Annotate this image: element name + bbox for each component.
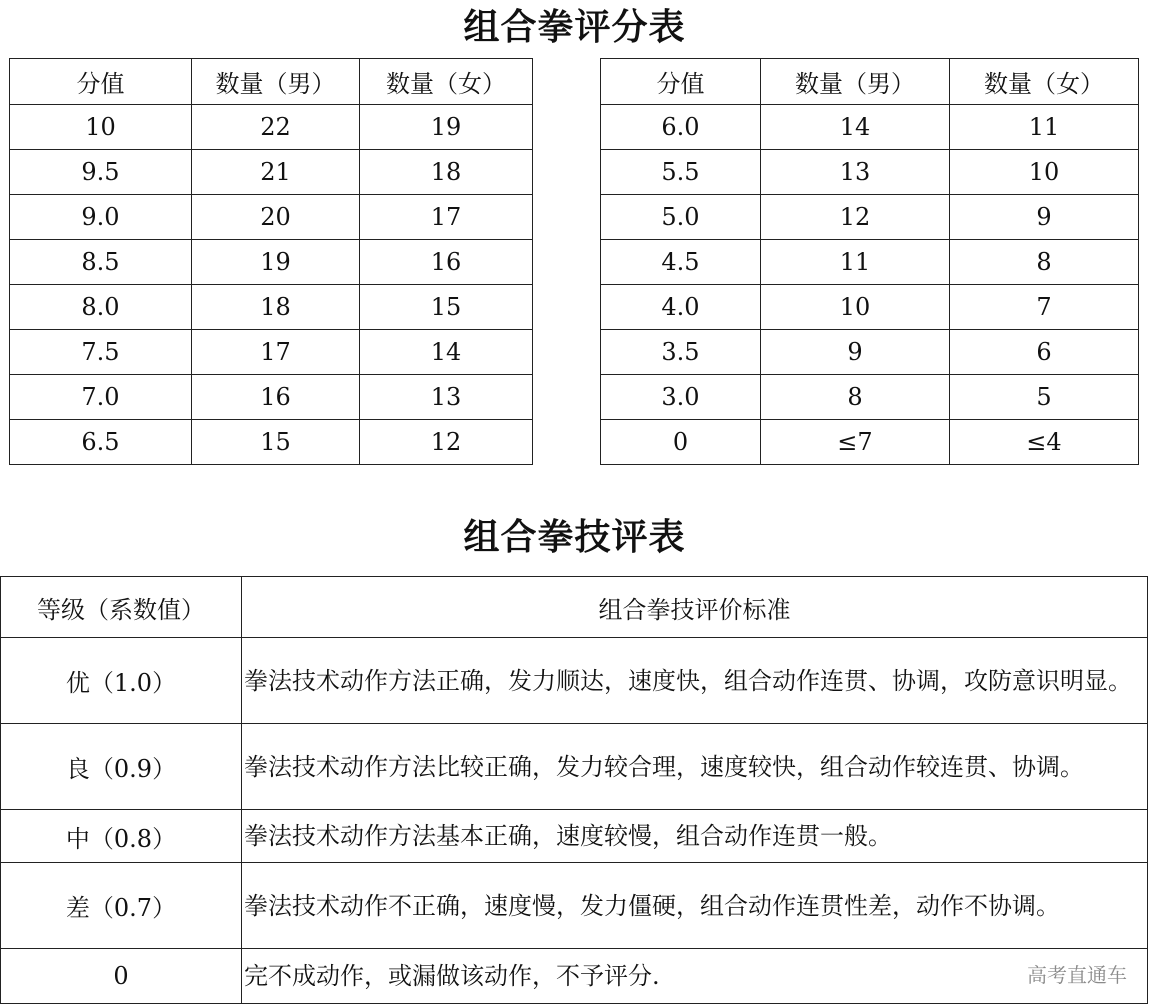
- skill-table: [0, 576, 1148, 1004]
- header-count-male: 数量（男）: [192, 59, 360, 105]
- female-count-cell: 5: [950, 375, 1139, 420]
- score-cell: 3.5: [601, 330, 761, 375]
- table-row: [601, 285, 1139, 330]
- table-row: [1, 863, 1148, 949]
- score-cell: 8.5: [10, 240, 192, 285]
- female-count-cell: 19: [360, 105, 533, 150]
- male-count-cell: 18: [192, 285, 360, 330]
- header-criteria: 组合拳技评价标准: [242, 577, 1148, 638]
- header-grade: 等级（系数值）: [1, 577, 242, 638]
- criteria-cell: 拳法技术动作方法基本正确，速度较慢，组合动作连贯一般。: [242, 810, 1148, 863]
- table-row: [601, 195, 1139, 240]
- female-count-cell: 7: [950, 285, 1139, 330]
- score-cell: 5.5: [601, 150, 761, 195]
- score-header-row: [10, 59, 533, 105]
- male-count-cell: 8: [761, 375, 950, 420]
- header-count-male: 数量（男）: [761, 59, 950, 105]
- skill-table-title: 组合拳技评表: [463, 517, 686, 558]
- table-row: [1, 810, 1148, 863]
- criteria-text: 完不成动作，或漏做该动作，不予评分.: [244, 962, 660, 990]
- male-count-cell: 9: [761, 330, 950, 375]
- male-count-cell: 11: [761, 240, 950, 285]
- table-row: [601, 105, 1139, 150]
- score-table-title: 组合拳评分表: [463, 7, 686, 48]
- score-cell: 5.0: [601, 195, 761, 240]
- score-cell: 6.0: [601, 105, 761, 150]
- male-count-cell: 19: [192, 240, 360, 285]
- table-row: [1, 949, 1148, 1004]
- score-cell: 4.5: [601, 240, 761, 285]
- skill-header-row: [1, 577, 1148, 638]
- table-row: [601, 150, 1139, 195]
- score-cell: 7.5: [10, 330, 192, 375]
- table-row: [10, 240, 533, 285]
- score-cell: 6.5: [10, 420, 192, 465]
- grade-cell: 0: [1, 949, 242, 1004]
- table-row: [601, 240, 1139, 285]
- table-row: [10, 420, 533, 465]
- male-count-cell: 13: [761, 150, 950, 195]
- header-score: 分值: [10, 59, 192, 105]
- table-row: [10, 375, 533, 420]
- grade-cell: 中（0.8）: [1, 810, 242, 863]
- table-row: [10, 330, 533, 375]
- score-header-row: [601, 59, 1139, 105]
- female-count-cell: 10: [950, 150, 1139, 195]
- table-row: [10, 105, 533, 150]
- criteria-cell: 拳法技术动作不正确，速度慢，发力僵硬，组合动作连贯性差，动作不协调。: [242, 863, 1148, 949]
- grade-cell: 良（0.9）: [1, 724, 242, 810]
- male-count-cell: 22: [192, 105, 360, 150]
- female-count-cell: 15: [360, 285, 533, 330]
- male-count-cell: ≤7: [761, 420, 950, 465]
- female-count-cell: 14: [360, 330, 533, 375]
- table-row: [601, 330, 1139, 375]
- grade-cell: 差（0.7）: [1, 863, 242, 949]
- criteria-cell: [242, 949, 1148, 1004]
- female-count-cell: 17: [360, 195, 533, 240]
- criteria-cell: 拳法技术动作方法正确，发力顺达，速度快，组合动作连贯、协调，攻防意识明显。: [242, 638, 1148, 724]
- male-count-cell: 15: [192, 420, 360, 465]
- score-cell: 10: [10, 105, 192, 150]
- score-cell: 8.0: [10, 285, 192, 330]
- male-count-cell: 14: [761, 105, 950, 150]
- score-cell: 0: [601, 420, 761, 465]
- female-count-cell: ≤4: [950, 420, 1139, 465]
- grade-cell: 优（1.0）: [1, 638, 242, 724]
- score-cell: 9.0: [10, 195, 192, 240]
- male-count-cell: 10: [761, 285, 950, 330]
- table-row: [1, 724, 1148, 810]
- header-score: 分值: [601, 59, 761, 105]
- female-count-cell: 9: [950, 195, 1139, 240]
- female-count-cell: 12: [360, 420, 533, 465]
- score-cell: 9.5: [10, 150, 192, 195]
- table-row: [10, 150, 533, 195]
- table-row: [10, 285, 533, 330]
- header-count-female: 数量（女）: [360, 59, 533, 105]
- female-count-cell: 6: [950, 330, 1139, 375]
- female-count-cell: 16: [360, 240, 533, 285]
- female-count-cell: 13: [360, 375, 533, 420]
- score-cell: 3.0: [601, 375, 761, 420]
- male-count-cell: 12: [761, 195, 950, 240]
- female-count-cell: 11: [950, 105, 1139, 150]
- table-row: [601, 375, 1139, 420]
- table-row: [10, 195, 533, 240]
- table-row: [1, 638, 1148, 724]
- score-table-right: [600, 58, 1139, 465]
- criteria-cell: 拳法技术动作方法比较正确，发力较合理，速度较快，组合动作较连贯、协调。: [242, 724, 1148, 810]
- score-cell: 7.0: [10, 375, 192, 420]
- table-row: [601, 420, 1139, 465]
- score-cell: 4.0: [601, 285, 761, 330]
- score-table-left: [9, 58, 533, 465]
- header-count-female: 数量（女）: [950, 59, 1139, 105]
- male-count-cell: 16: [192, 375, 360, 420]
- male-count-cell: 20: [192, 195, 360, 240]
- male-count-cell: 17: [192, 330, 360, 375]
- male-count-cell: 21: [192, 150, 360, 195]
- female-count-cell: 8: [950, 240, 1139, 285]
- female-count-cell: 18: [360, 150, 533, 195]
- watermark: 高考直通车: [1027, 963, 1127, 987]
